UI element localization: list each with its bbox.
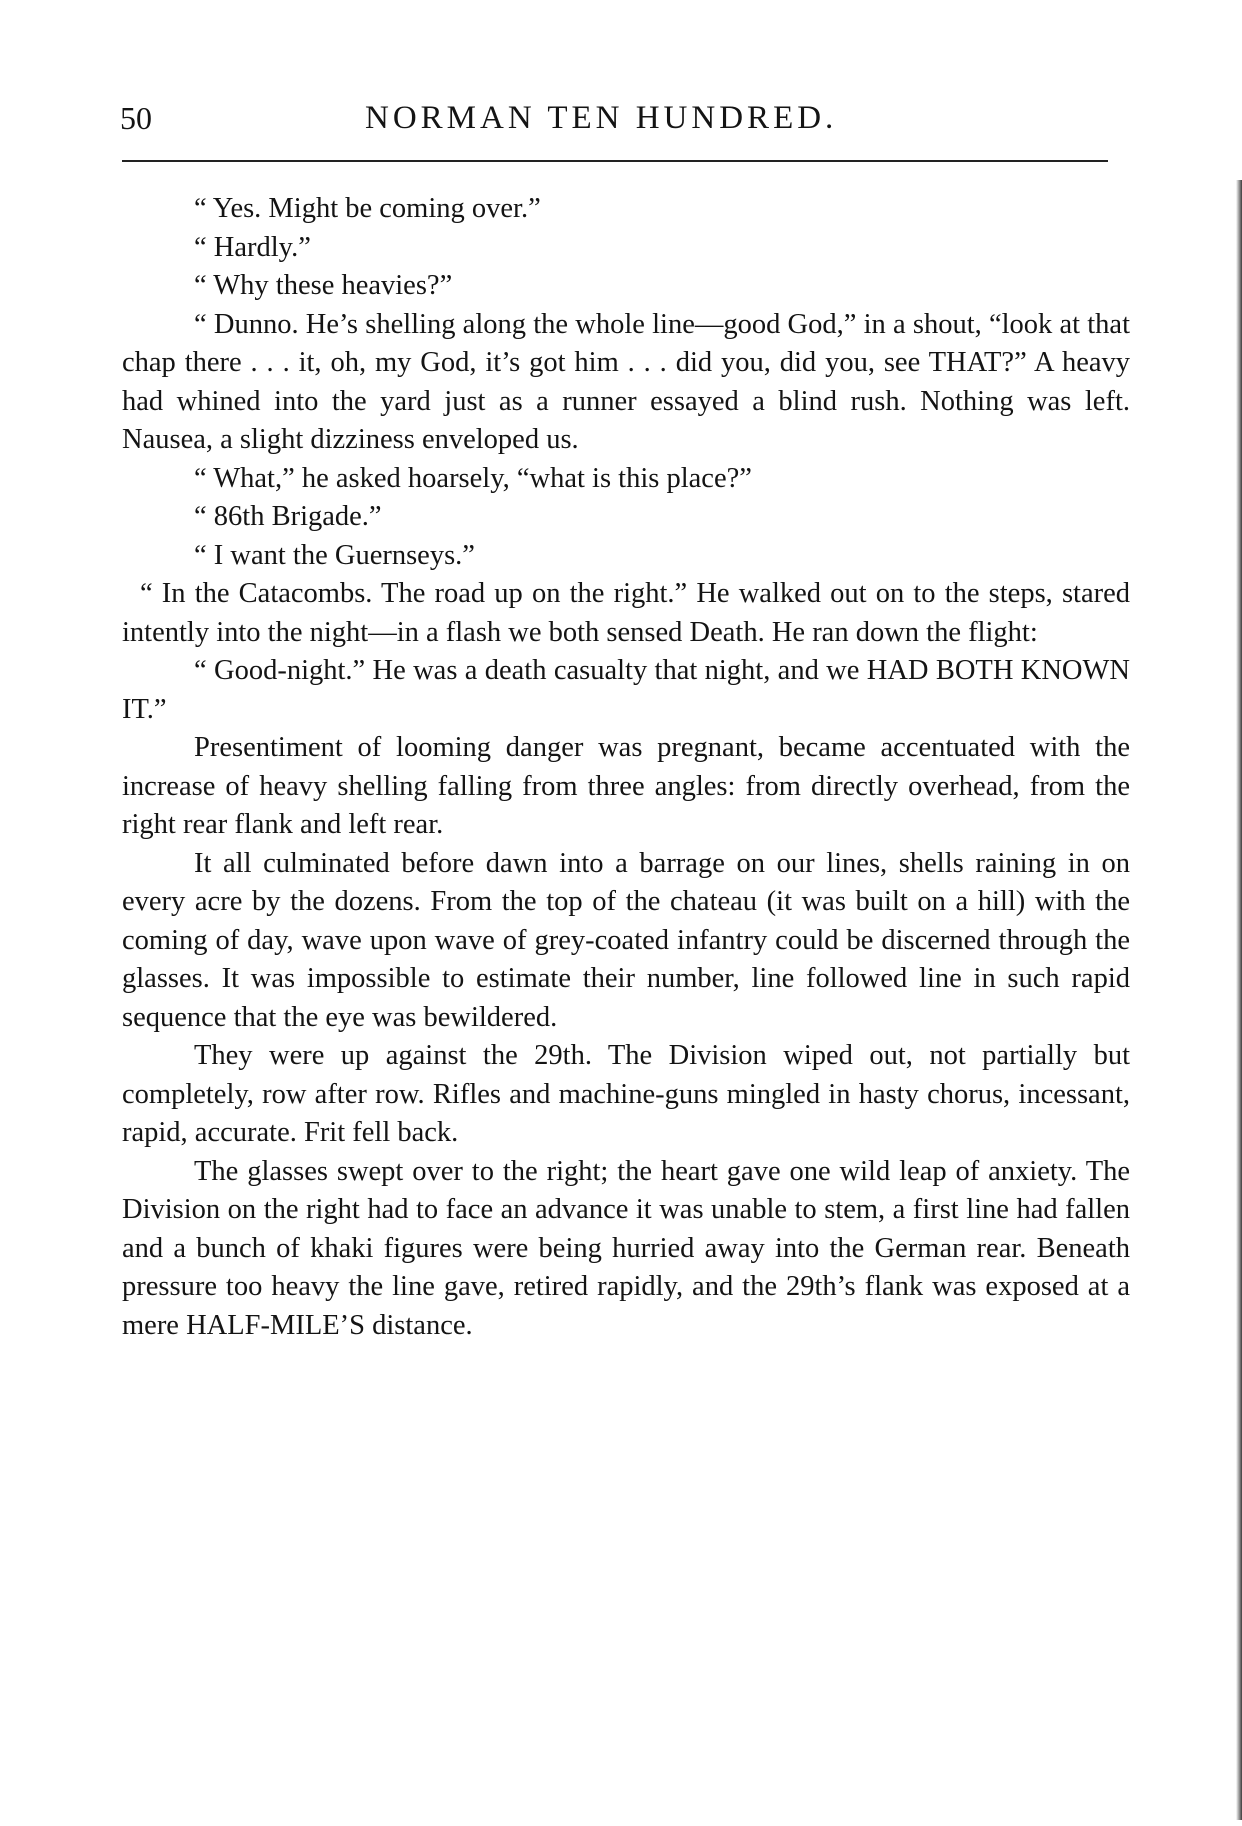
body-text [122, 190, 1130, 1345]
page-edge-shadow [1236, 180, 1242, 1820]
paragraph: “ Yes. Might be coming over.” [194, 193, 541, 224]
paragraph: “ What,” he asked hoarsely, “what is this place?” [194, 462, 752, 494]
paragraph: “ Why these heavies?” [194, 270, 453, 301]
paragraph: Presentiment of looming danger was pregnant, became accentuated with the increase of heavy shelling falling from three angles: from directly overhead, from the right rear flank and left rear. [122, 732, 1130, 840]
paragraph: “ 86th Brigade.” [194, 501, 382, 532]
paragraph: They were up against the 29th. The Division wiped out, not partially but completely, row after row. Rifles and machine-guns mingled in hasty chorus, incessant, rapid, accurate. Frit fell back. [122, 1040, 1130, 1148]
paragraph: “ In the Catacombs. The road up on the right.” He walked out on to the steps, stared intently into the night—in a flash we both sensed Death. He ran down the flight: [122, 578, 1130, 648]
paragraph: “ Good-night.” He was a death casualty that night, and we HAD BOTH KNOWN IT.” [122, 655, 1130, 725]
running-title: NORMAN TEN HUNDRED. [365, 100, 838, 136]
paragraph: The glasses swept over to the right; the heart gave one wild leap of anxiety. The Division on the right had to face an advance it was unable to stem, a first line had fallen and a bunch of khaki figures were being hurried away into the German rear. Beneath pressure too heavy the line gave, retired rapidly, and the 29th’s flank was exposed at a mere HALF-MILE’S distance. [122, 1155, 1130, 1341]
header-rule [122, 160, 1108, 162]
paragraph: It all culminated before dawn into a barrage on our lines, shells raining in on every acre by the dozens. From the top of the chateau (it was built on a hill) with the coming of day, wave upon wave of grey-coated infantry could be discerned through the glasses. It was impossible to estimate their number, line followed line in such rapid sequence that the eye was bewildered. [122, 847, 1130, 1033]
paragraph: “ Dunno. He’s shelling along the whole line—good God,” in a shout, “look at that chap there . . . it, oh, my God, it’s got him . . . did you, did you, see THAT?” A heavy had whined into the yard just as a runner essayed a blind rush. Nothing was left. Nausea, a slight dizziness enveloped us. [122, 308, 1130, 455]
page-number: 50 [120, 100, 152, 136]
paragraph: “ I want the Guernseys.” [194, 539, 475, 571]
paragraph: “ Hardly.” [194, 231, 311, 263]
page-header [120, 100, 1120, 150]
